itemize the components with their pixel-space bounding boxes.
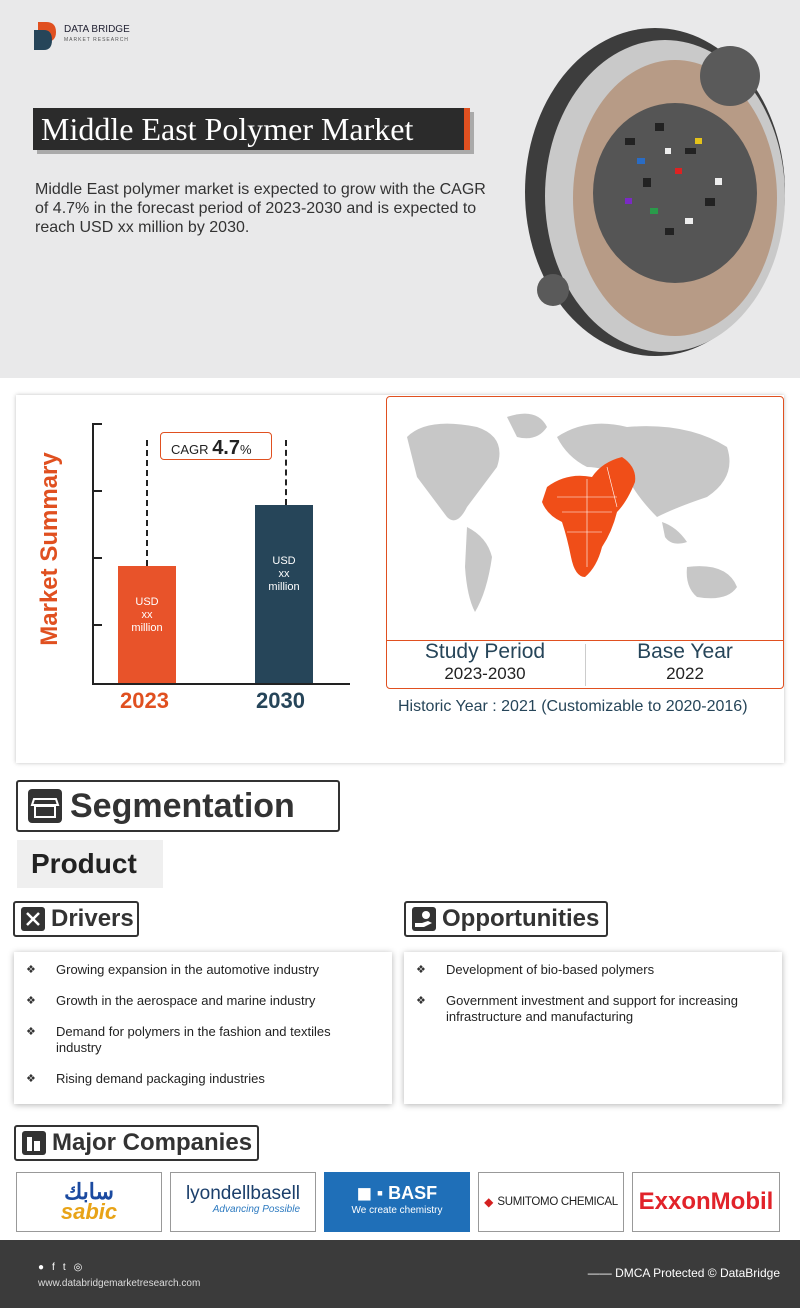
opportunities-list — [404, 952, 782, 1025]
year-label-2030: 2030 — [256, 688, 305, 713]
tools-icon — [21, 907, 45, 931]
facebook-icon[interactable]: f — [52, 1262, 55, 1273]
dmca-notice: —— DMCA Protected © DataBridge — [587, 1266, 780, 1280]
drivers-heading — [13, 901, 139, 937]
major-companies-heading — [14, 1125, 259, 1161]
footer — [0, 1240, 800, 1308]
dashed-line-2030 — [285, 440, 287, 505]
axis-tick — [92, 490, 102, 492]
twitter-icon[interactable]: t — [62, 1262, 66, 1273]
lyondellbasell-logo[interactable] — [170, 1172, 316, 1232]
basf-logo[interactable] — [324, 1172, 470, 1232]
world-map-image — [387, 397, 783, 637]
hero-section — [0, 0, 800, 378]
axis-tick — [92, 557, 102, 559]
social-links — [38, 1262, 82, 1273]
chart-y-axis — [92, 423, 94, 683]
hero-description: Middle East polymer market is expected to grow with the CAGR of 4.7% in the forecast period of 2023-2030 and is expected to reach USD xx million by 2030. — [35, 181, 486, 236]
instagram-icon[interactable]: ◎ — [73, 1262, 83, 1273]
polymer-pellets-hand-image — [525, 28, 789, 356]
bar-2023: USD xx million — [118, 566, 176, 683]
cagr-badge: CAGR 4.7% — [160, 432, 272, 460]
historic-year: Historic Year : 2021 (Customizable to 2020-2016) — [398, 698, 748, 715]
list-item: ❖ Growth in the aerospace and marine industry — [24, 993, 376, 1009]
sumitomo-chemical-logo[interactable] — [478, 1172, 624, 1232]
exxonmobil-text: ExxonMobil — [638, 1188, 774, 1215]
study-period — [386, 640, 584, 684]
brand-logo-icon — [32, 18, 60, 52]
list-item: ❖ Rising demand packaging industries — [24, 1071, 376, 1087]
base-year-value: 2022 — [666, 664, 704, 683]
axis-tick — [92, 423, 102, 425]
list-item: ❖ Demand for polymers in the fashion and textiles industry — [24, 1024, 376, 1056]
major-companies-title: Major Companies — [52, 1129, 253, 1156]
axis-tick — [92, 624, 102, 626]
study-period-title: Study Period — [424, 640, 546, 663]
opportunities-title: Opportunities — [442, 905, 600, 932]
lyondellbasell-text: lyondellbasell — [185, 1183, 301, 1204]
opportunities-card — [404, 952, 782, 1104]
opportunities-heading — [404, 901, 608, 937]
market-summary-label: Market Summary — [36, 452, 63, 646]
list-item: ❖ Development of bio-based polymers — [414, 962, 766, 978]
brand-logo[interactable] — [32, 18, 130, 52]
bar-2030: USD xx million — [255, 505, 313, 683]
segmentation-title: Segmentation — [70, 786, 295, 825]
lyondellbasell-tagline: Advancing Possible — [212, 1204, 301, 1215]
drivers-card — [14, 952, 392, 1104]
sabic-logo[interactable] — [16, 1172, 162, 1232]
basf-text: BASF — [388, 1183, 438, 1203]
hand-coin-icon — [412, 907, 436, 931]
segmentation-heading — [16, 780, 340, 832]
sumitomo-text: SUMITOMO CHEMICAL — [497, 1196, 618, 1208]
sabic-text: sabic — [60, 1199, 118, 1224]
exxonmobil-logo[interactable] — [632, 1172, 780, 1232]
base-year-title: Base Year — [637, 640, 733, 663]
drivers-title: Drivers — [51, 905, 134, 932]
study-period-value: 2023-2030 — [444, 664, 526, 683]
list-item: ❖ Growing expansion in the automotive industry — [24, 962, 376, 978]
basf-mark-icon: ◼ ▪ — [356, 1183, 389, 1203]
storefront-icon — [28, 789, 62, 823]
cagr-value: 4.7 — [212, 437, 240, 459]
whatsapp-icon[interactable]: ● — [38, 1262, 45, 1273]
dashed-line-2023 — [146, 440, 148, 566]
website-link[interactable]: www.databridgemarketresearch.com — [38, 1278, 201, 1289]
year-label-2023: 2023 — [120, 688, 169, 713]
sumitomo-diamond-icon: ◆ — [484, 1195, 494, 1209]
page-title-box — [33, 108, 470, 150]
drivers-list — [14, 952, 392, 1087]
base-year — [586, 640, 784, 684]
page-title: Middle East Polymer Market — [41, 111, 414, 147]
product-tab[interactable]: Product — [17, 840, 163, 888]
building-icon — [22, 1131, 46, 1155]
brand-name: DATA BRIDGE — [64, 24, 130, 35]
brand-tagline: MARKET RESEARCH — [64, 37, 129, 43]
sabic-arabic-text: سابك — [64, 1179, 114, 1204]
basf-tagline: We create chemistry — [351, 1205, 443, 1216]
chart-x-axis — [92, 683, 350, 685]
list-item: ❖ Government investment and support for increasing infrastructure and manufacturing — [414, 993, 766, 1025]
